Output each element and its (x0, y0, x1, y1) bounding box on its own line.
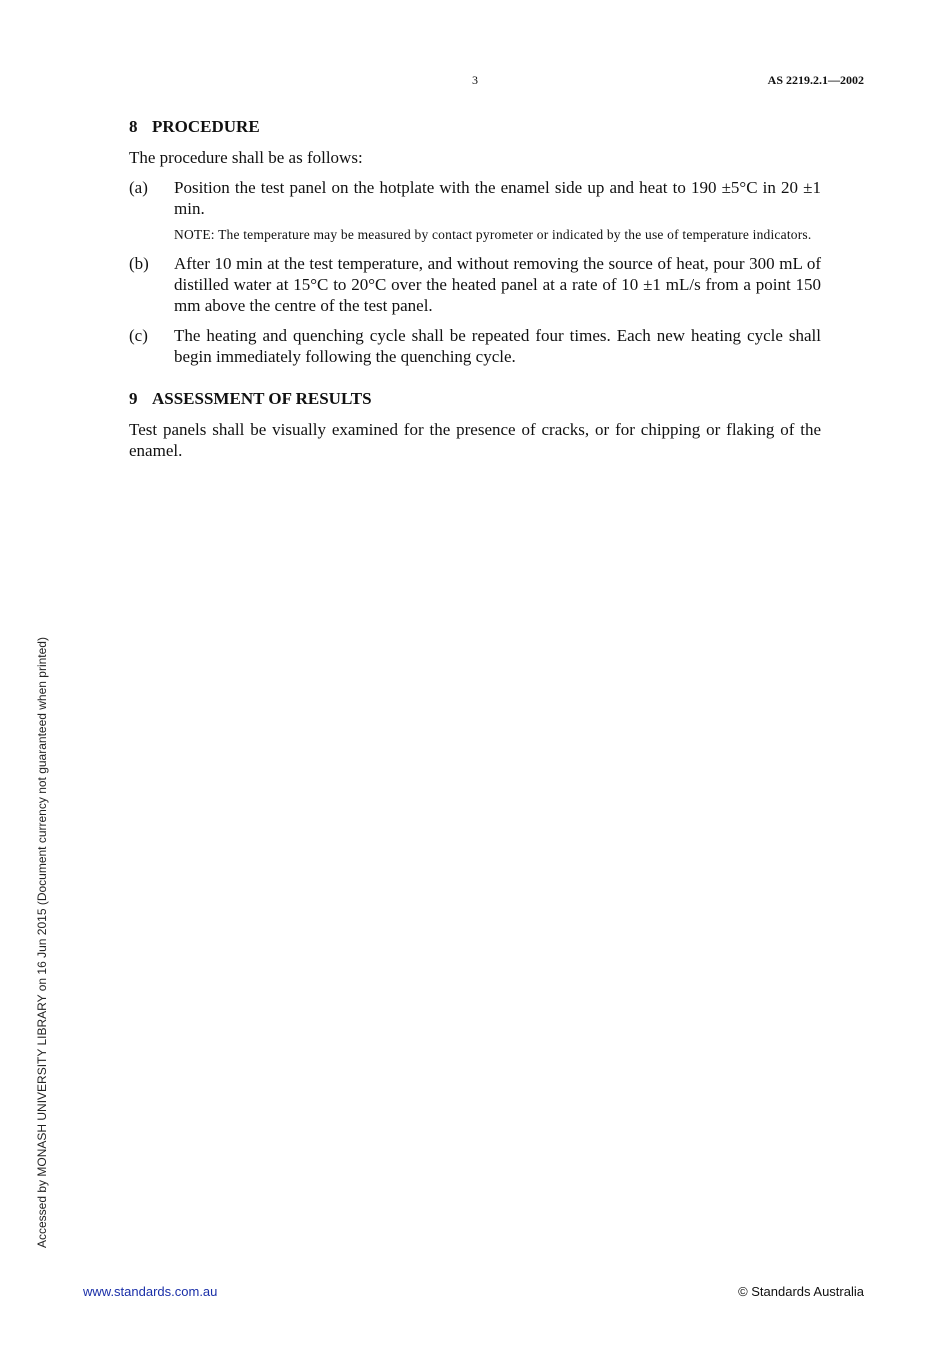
item-text: After 10 min at the test temperature, and without removing the source of heat, pour 300 mL of distilled water at 15°C to 20°C over the heated panel at a rate of 10 ±1 mL/s from a point 150 mm above the centre of the test panel. (174, 254, 821, 315)
procedure-item-c (129, 325, 821, 367)
section-9-heading (129, 388, 821, 410)
procedure-intro: The procedure shall be as follows: (129, 148, 363, 167)
procedure-item-b (129, 253, 821, 316)
standards-website-link[interactable]: www.standards.com.au (83, 1284, 218, 1299)
document-code: AS 2219.2.1—2002 (767, 73, 864, 87)
section-9-title: ASSESSMENT OF RESULTS (152, 389, 372, 408)
section-8-heading (129, 116, 821, 138)
section-8-number: 8 (129, 117, 138, 136)
copyright-notice: © Standards Australia (738, 1284, 864, 1299)
section-9-number: 9 (129, 389, 138, 408)
item-text: The heating and quenching cycle shall be repeated four times. Each new heating cycle shall begin immediately following the quenching cycle. (174, 326, 821, 366)
assessment-text: Test panels shall be visually examined for the presence of cracks, or for chipping or flaking of the enamel. (129, 420, 821, 460)
section-8-title: PROCEDURE (152, 117, 260, 136)
item-label: (a) (129, 178, 148, 197)
document-body (129, 116, 821, 470)
item-text: Position the test panel on the hotplate with the enamel side up and heat to 190 ±5°C in 20 ±1 min. (174, 178, 821, 218)
item-note: NOTE: The temperature may be measured by contact pyrometer or indicated by the use of temperature indicators. (174, 227, 812, 242)
procedure-item-a (129, 177, 821, 244)
page-number: 3 (472, 73, 478, 87)
item-label: (b) (129, 254, 149, 273)
item-label: (c) (129, 326, 148, 345)
access-watermark: Accessed by MONASH UNIVERSITY LIBRARY on 16 Jun 2015 (Document currency not guaranteed when printed) (35, 637, 49, 1248)
